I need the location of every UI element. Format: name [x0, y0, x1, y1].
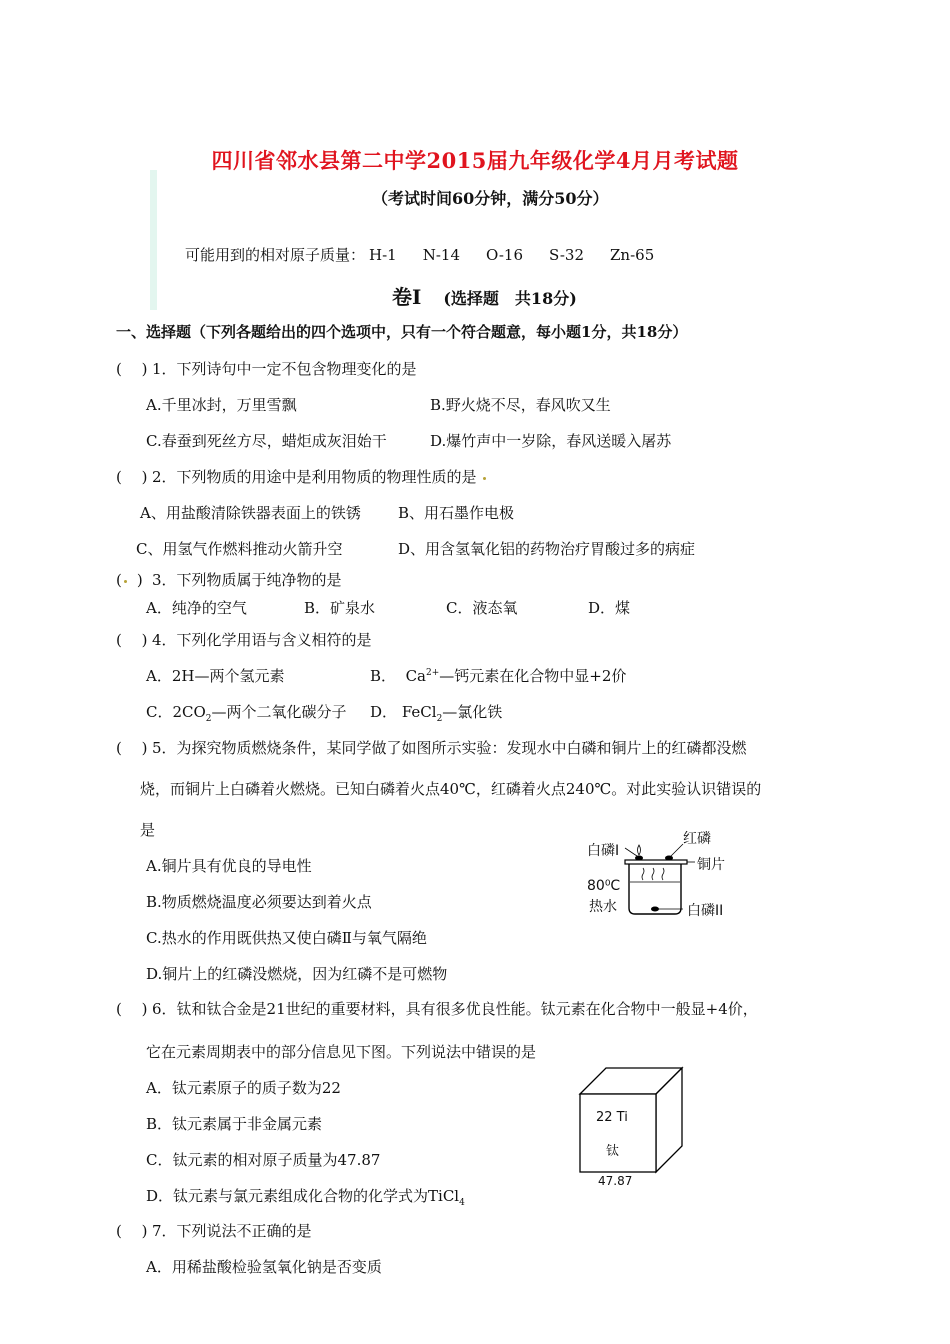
q5-option-b: B.物质燃烧温度必须要达到着火点 [146, 893, 372, 911]
question-1-stem: 1．下列诗句中一定不包含物理变化的是 [152, 360, 417, 378]
exam-title: 四川省邻水县第二中学2015届九年级化学4月月考试题 [211, 148, 739, 173]
answer-paren: ( ) [116, 571, 143, 589]
question-5-stem-line1: 5．为探究物质燃烧条件，某同学做了如图所示实验：发现水中白磷和铜片上的红磷都没燃 [152, 739, 747, 757]
question-5-stem-line3: 是 [140, 821, 156, 839]
q1-option-b: B.野火烧不尽，春风吹又生 [430, 396, 611, 414]
q4-option-c: C．$2CO_2—$两个二氧化碳分子 [146, 703, 347, 724]
q1-option-c: C.春蚕到死丝方尽，蜡炬成灰泪始干 [146, 432, 387, 450]
q5-option-d: D.铜片上的红磷没燃烧，因为红磷不是可燃物 [146, 965, 448, 983]
question-6-stem-line1: 6．钛和钛合金是21世纪的重要材料，具有很多优良性能。钛元素在化合物中一般显+4价， [152, 1000, 758, 1018]
exam-subtitle: （考试时间60分钟，满分50分） [372, 189, 609, 208]
answer-paren: ( ) [116, 739, 148, 757]
element-cube-svg [578, 1066, 688, 1176]
question-3 [116, 569, 342, 590]
label-temperature: 80⁰C [587, 878, 621, 894]
flame-icon [638, 845, 641, 855]
question-6-stem-line2: 它在元素周期表中的部分信息见下图。下列说法中错误的是 [146, 1043, 537, 1061]
question-1 [116, 358, 417, 379]
q2-option-b: B、用石墨作电极 [398, 504, 515, 522]
question-5 [116, 737, 747, 758]
label-hot-water: 热水 [589, 899, 617, 915]
speck-mark [483, 477, 486, 480]
volume-heading [392, 281, 577, 310]
q6-option-c: C．钛元素的相对原子质量为47.87 [146, 1151, 381, 1169]
atomic-masses-line [185, 244, 680, 265]
q3-option-b: B．矿泉水 [304, 599, 376, 617]
question-4-stem: 4．下列化学用语与含义相符的是 [152, 631, 372, 649]
atomic-mass-s: S-32 [549, 246, 584, 264]
question-7 [116, 1220, 312, 1241]
question-4 [116, 629, 372, 650]
white-phosphorus-1 [635, 856, 643, 861]
titanium-element-card [578, 1066, 688, 1191]
white-phosphorus-2 [651, 907, 659, 912]
q6-option-d: D．钛元素与氯元素组成化合物的化学式为TiCl$_4$ [146, 1187, 465, 1208]
decorative-sidebar-bar [150, 170, 157, 310]
q1-option-a: A.千里冰封，万里雪飘 [146, 396, 297, 414]
q2-option-d: D、用含氢氧化铝的药物治疗胃酸过多的病症 [398, 540, 696, 558]
q3-option-c: C．液态氧 [446, 599, 518, 617]
element-number-symbol: 22 Ti [596, 1110, 628, 1125]
answer-paren: ( ) [116, 1000, 148, 1018]
q2-option-a: A、用盐酸清除铁器表面上的铁锈 [140, 504, 361, 522]
label-white-phosphorus-1: 白磷I [587, 843, 620, 859]
q2-option-c: C、用氢气作燃料推动火箭升空 [136, 540, 343, 558]
answer-paren: ( ) [116, 1222, 148, 1240]
atomic-mass-zn: Zn-65 [610, 246, 655, 264]
question-7-stem: 7．下列说法不正确的是 [152, 1222, 312, 1240]
q3-option-d: D．煤 [588, 599, 631, 617]
atomic-mass-o: O-16 [486, 246, 524, 264]
q4-option-a: A．2H—两个氢元素 [146, 667, 285, 685]
q4-option-b: B． $Ca^{2+}—$钙元素在化合物中显+2价 [370, 667, 627, 685]
q6-option-a: A．钛元素原子的质子数为22 [146, 1079, 341, 1097]
question-6 [116, 998, 758, 1019]
q5-option-c: C.热水的作用既供热又使白磷Ⅱ与氧气隔绝 [146, 929, 427, 947]
answer-paren: ( ) [116, 631, 148, 649]
q1-option-d: D.爆竹声中一岁除，春风送暖入屠苏 [430, 432, 672, 450]
question-3-stem: 3．下列物质属于纯净物的是 [152, 571, 342, 589]
volume-title: 卷Ⅰ [392, 285, 422, 309]
atomic-mass-h: H-1 [369, 246, 397, 264]
question-5-stem-line2: 烧，而铜片上白磷着火燃烧。已知白磷着火点40℃，红磷着火点240℃。对此实验认识错误的 [140, 780, 762, 798]
label-red-phosphorus: 红磷 [683, 831, 711, 847]
section-heading: 一、选择题（下列各题给出的四个选项中，只有一个符合题意，每小题1分，共18分） [116, 323, 688, 341]
copper-plate-shape [625, 860, 687, 864]
answer-paren: ( ) [116, 360, 148, 378]
question-2 [116, 466, 486, 487]
question-2-stem: 2．下列物质的用途中是利用物质的物理性质的是 [152, 468, 477, 486]
element-name: 钛 [606, 1144, 620, 1159]
q6-option-b: B．钛元素属于非金属元素 [146, 1115, 323, 1133]
q7-option-a: A．用稀盐酸检验氢氧化钠是否变质 [146, 1258, 382, 1276]
q5-option-a: A.铜片具有优良的导电性 [146, 857, 312, 875]
q3-option-a: A．纯净的空气 [146, 599, 247, 617]
combustion-experiment-diagram [583, 822, 773, 922]
label-copper-plate: 铜片 [697, 857, 725, 873]
element-mass: 47.87 [598, 1174, 633, 1188]
atomic-mass-n: N-14 [422, 246, 460, 264]
atomic-masses-label: 可能用到的相对原子质量： [185, 246, 366, 264]
q4-option-d: D． FeCl$_2$—氯化铁 [370, 703, 503, 724]
label-white-phosphorus-2: 白磷II [687, 903, 724, 919]
red-phosphorus [665, 856, 673, 861]
volume-subtitle: (选择题 共18分) [443, 289, 577, 308]
answer-paren: ( ) [116, 468, 148, 486]
